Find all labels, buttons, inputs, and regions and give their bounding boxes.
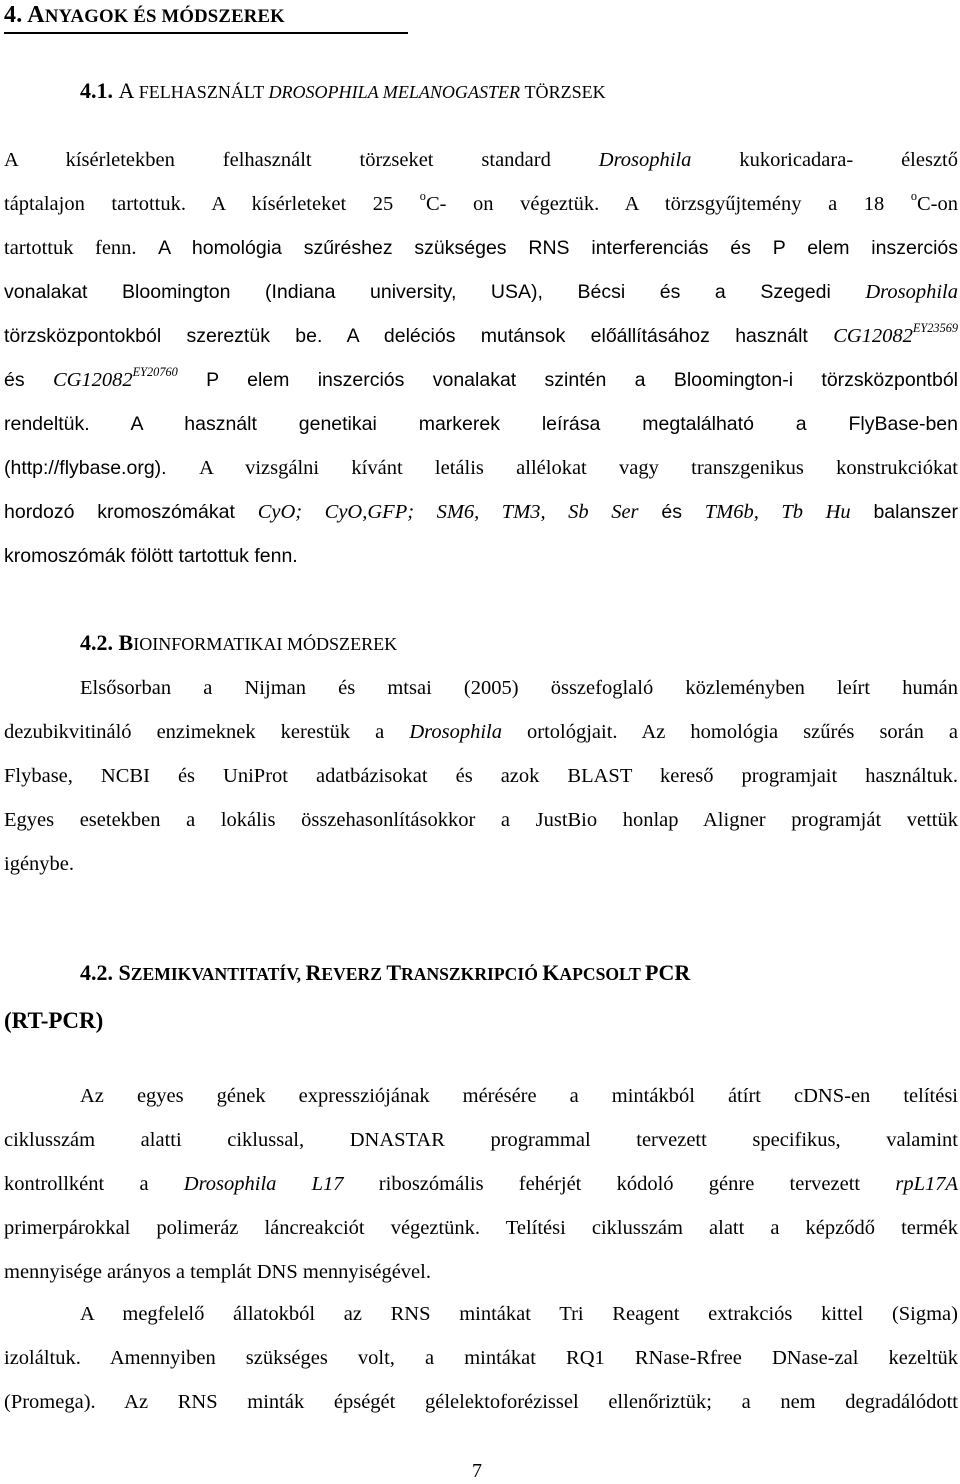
paragraph-rtpcr xyxy=(4,1074,958,1294)
italic-text: CG12082 xyxy=(52,369,133,391)
text-line xyxy=(4,226,958,270)
text-run: táptalajon tartottuk. A kísérleteket 25 xyxy=(4,193,420,215)
text-run: törzsközpontokból szereztük be. xyxy=(4,325,347,347)
text-run: dezubikvitináló enzimeknek kerestük a xyxy=(4,721,410,743)
section-42a-title: IOINFORMATIKAI MÓDSZEREK xyxy=(133,634,398,654)
chapter-title: NYAGOK ÉS MÓDSZEREK xyxy=(44,6,285,27)
superscript: EY23569 xyxy=(912,321,959,336)
section-42b-number: 4.2. xyxy=(80,960,119,985)
section-41-a: A xyxy=(118,78,139,103)
text-run: riboszómális fehérjét kódoló génre tervezett xyxy=(343,1173,896,1195)
text-run: A vizsgálni kívánt letális allélokat vagy transzgenikus konstrukciókat xyxy=(199,457,958,479)
text-run: C- on végeztük. A törzsgyűjtemény a 18 xyxy=(425,193,911,215)
italic-text: CG12082 xyxy=(833,325,913,347)
text-line xyxy=(4,1074,958,1118)
text-line xyxy=(4,1336,958,1380)
text-line xyxy=(4,1380,958,1424)
text-run: A homológia szűréshez szükséges RNS interferenciás és P elem inszerciós xyxy=(158,237,959,259)
text-line xyxy=(4,270,958,314)
text-line xyxy=(4,1250,958,1294)
section-42a-initial: B xyxy=(118,630,134,655)
text-run: primerpárokkal polimeráz láncreakciót végeztünk. Telítési ciklusszám alatt a képződő termék xyxy=(4,1217,958,1239)
text-line xyxy=(4,798,958,842)
text-line xyxy=(4,710,958,754)
section-42b-initial-k: K xyxy=(542,960,560,985)
section-41-word1: FELHASZNÁLT xyxy=(138,82,269,102)
section-42b-initial-s: S xyxy=(118,960,131,985)
paragraph-bioinformatics xyxy=(4,666,958,886)
text-run: és xyxy=(4,369,53,391)
text-line xyxy=(4,314,958,358)
section-42b-word1: ZEMIKVANTITATÍV, xyxy=(130,964,306,984)
text-line xyxy=(4,534,958,578)
section-42a-heading xyxy=(80,630,397,656)
text-run: kontrollként a xyxy=(4,1173,184,1195)
text-run: P elem inszerciós vonalakat szintén a Bloomington-i törzsközpontból xyxy=(177,369,958,391)
text-run: Elsősorban a Nijman és mtsai (2005) összefoglaló közleményben leírt humán xyxy=(80,677,958,699)
italic-text: Drosophila xyxy=(865,281,958,303)
superscript: o xyxy=(419,189,426,204)
text-run: balanszer xyxy=(850,501,958,523)
paragraph-rna-isolation xyxy=(4,1292,958,1424)
text-line xyxy=(4,1118,958,1162)
text-run: tartottuk fenn. xyxy=(4,237,159,259)
section-42b-heading-line2: (RT-PCR) xyxy=(4,1008,104,1033)
text-run: rendeltük. A használt genetikai markerek leírása megtalálható a FlyBase-ben xyxy=(4,413,958,435)
chapter-heading-underline xyxy=(4,32,408,34)
section-41-species: DROSOPHILA MELANOGASTER xyxy=(268,82,525,102)
section-41-word2: TÖRZSEK xyxy=(524,82,606,102)
text-line xyxy=(4,402,958,446)
section-42a-number: 4.2. xyxy=(80,630,119,655)
italic-text: CyO; CyO,GFP; SM6, TM3, Sb Ser xyxy=(257,501,639,523)
text-line xyxy=(4,138,958,182)
section-41-heading xyxy=(80,78,606,104)
text-run: (http://flybase.org). xyxy=(4,457,200,479)
text-line xyxy=(4,490,958,534)
chapter-heading xyxy=(4,2,285,29)
section-42b-word2: EVERZ xyxy=(321,964,387,984)
superscript: EY20760 xyxy=(132,365,178,380)
text-run: kukoricadara- élesztő xyxy=(691,149,958,171)
text-line xyxy=(4,446,958,490)
text-run: hordozó kromoszómákat xyxy=(4,501,258,523)
chapter-number: 4. xyxy=(4,2,28,28)
text-run: kromoszómák fölött tartottuk fenn. xyxy=(4,545,298,567)
italic-text: Drosophila xyxy=(598,149,692,171)
chapter-initial: A xyxy=(27,2,45,28)
italic-text: Drosophila L17 xyxy=(183,1173,344,1195)
text-line xyxy=(4,182,958,226)
section-42b-heading xyxy=(80,960,690,986)
section-42b-word3: RANSZKRIPCIÓ xyxy=(401,964,543,984)
text-run: és xyxy=(638,501,705,523)
italic-text: TM6b, Tb Hu xyxy=(704,501,851,523)
section-41-number: 4.1. xyxy=(80,78,119,103)
section-42b-pcr: PCR xyxy=(645,960,691,985)
text-run: C-on xyxy=(917,193,958,215)
section-42b-word4: APCSOLT xyxy=(559,964,645,984)
text-line xyxy=(4,754,958,798)
page-number: 7 xyxy=(472,1460,482,1482)
text-run: Egyes esetekben a lokális összehasonlításokkor a JustBio honlap Aligner programját vettük xyxy=(4,809,958,831)
text-run: Az egyes gének expressziójának mérésére a mintákból átírt cDNS-en telítési xyxy=(80,1085,958,1107)
superscript: o xyxy=(910,189,917,204)
text-run: A deléciós mutánsok előállításához használt xyxy=(346,325,834,347)
text-run: A kísérletekben felhasznált törzseket standard xyxy=(4,149,599,171)
text-line xyxy=(4,842,958,886)
section-42b-initial-t: T xyxy=(386,960,402,985)
text-run: A megfelelő állatokból az RNS mintákat Tri Reagent extrakciós kittel (Sigma) xyxy=(80,1303,958,1325)
text-run: vonalakat Bloomington (Indiana university, USA), Bécsi és a Szegedi xyxy=(4,281,866,303)
text-run: mennyisége arányos a templát DNS mennyiségével. xyxy=(4,1261,431,1283)
text-run: Flybase, NCBI és UniProt adatbázisokat és azok BLAST kereső programjait használtuk. xyxy=(4,765,958,787)
text-run: (Promega). Az RNS minták épségét gélelektoforézissel ellenőriztük; a nem degradálódott xyxy=(4,1391,958,1413)
text-run: ciklusszám alatti ciklussal, DNASTAR programmal tervezett specifikus, valamint xyxy=(4,1129,958,1151)
text-line xyxy=(4,1162,958,1206)
text-line xyxy=(4,358,958,402)
text-run: izoláltuk. Amennyiben szükséges volt, a mintákat RQ1 RNase-Rfree DNase-zal kezeltük xyxy=(4,1347,958,1369)
italic-text: Drosophila xyxy=(409,721,502,743)
text-line xyxy=(4,1292,958,1336)
text-run: ortológjait. Az homológia szűrés során a xyxy=(501,721,959,743)
paragraph-strains xyxy=(4,138,958,578)
text-run: igénybe. xyxy=(4,853,75,875)
italic-text: rpL17A xyxy=(895,1173,958,1195)
text-line xyxy=(4,666,958,710)
text-line xyxy=(4,1206,958,1250)
section-42b-initial-r: R xyxy=(305,960,322,985)
